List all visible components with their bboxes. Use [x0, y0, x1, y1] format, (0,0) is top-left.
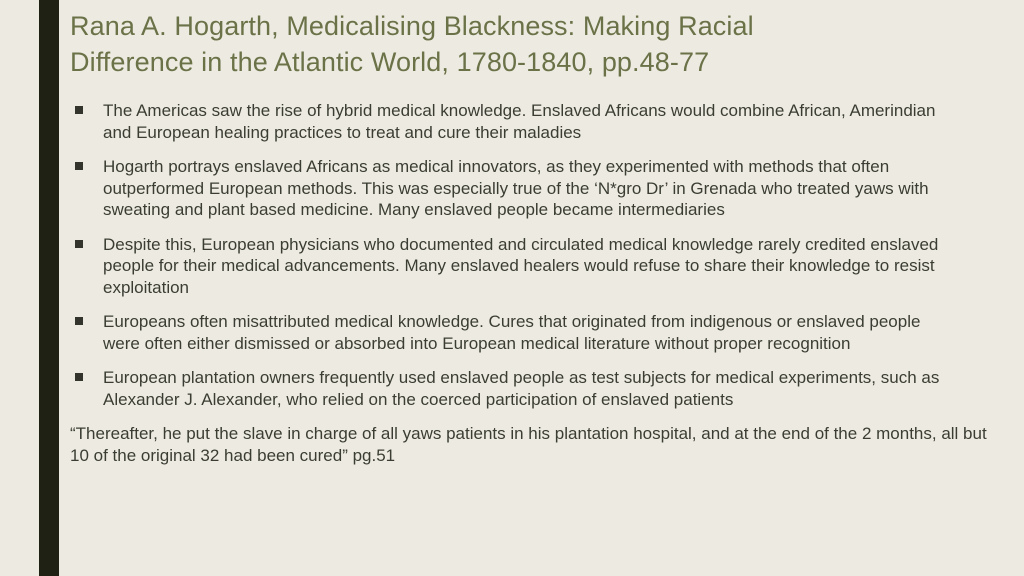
- square-bullet-icon: [75, 240, 83, 248]
- bullet-item: [70, 100, 943, 143]
- bullet-item: [70, 156, 943, 221]
- bullet-text: Despite this, European physicians who documented and circulated medical knowledge rarely credited enslaved people for their medical advancements. Many enslaved healers would refuse to share their knowledge to resist exploitation: [103, 234, 939, 297]
- bullet-text: European plantation owners frequently used enslaved people as test subjects for medical experiments, such as Alexander J. Alexander, who relied on the coerced participation of enslaved patients: [103, 368, 940, 409]
- square-bullet-icon: [75, 106, 83, 114]
- square-bullet-icon: [75, 317, 83, 325]
- bullet-text: Europeans often misattributed medical knowledge. Cures that originated from indigenous or enslaved people were often either dismissed or absorbed into European medical literature without proper recognition: [103, 312, 921, 353]
- bullet-item: [70, 367, 943, 410]
- bullet-text: The Americas saw the rise of hybrid medical knowledge. Enslaved Africans would combine African, Amerindian and European healing practices to treat and cure their maladies: [103, 101, 936, 142]
- left-accent-bar: [39, 0, 59, 576]
- bullet-text: Hogarth portrays enslaved Africans as medical innovators, as they experimented with methods that often outperformed European methods. This was especially true of the ‘N*gro Dr’ in Grenada who treated yaws with sweating and plant based medicine. Many enslaved people became intermediaries: [103, 157, 929, 219]
- quote-paragraph: “Thereafter, he put the slave in charge of all yaws patients in his plantation hospital, and at the end of the 2 months, all but 10 of the original 32 had been cured” pg.51: [70, 424, 987, 465]
- slide-content: [70, 8, 1000, 466]
- square-bullet-icon: [75, 162, 83, 170]
- square-bullet-icon: [75, 373, 83, 381]
- bullet-list: [70, 100, 943, 410]
- slide-title: Rana A. Hogarth, Medicalising Blackness: Making Racial Difference in the Atlantic World, 1780-1840, pp.48-77: [70, 11, 754, 77]
- bullet-item: [70, 311, 943, 354]
- bullet-item: [70, 234, 943, 299]
